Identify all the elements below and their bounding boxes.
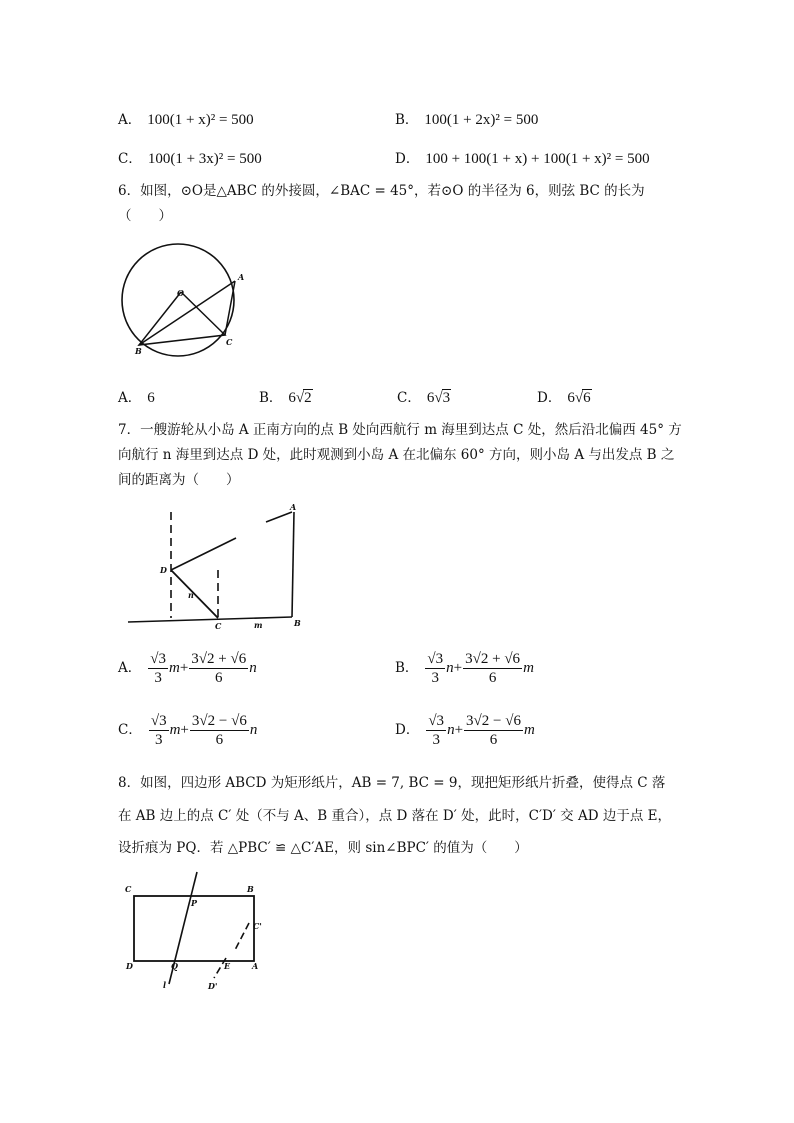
q5-option-a-text: 100(1 + x)² = 500 bbox=[147, 112, 254, 128]
q8-label-c-prime: C' bbox=[253, 921, 262, 931]
q7-option-d[interactable]: D． $\frac{√3}{3}$ n+ $\frac{3√2 - √6}{6}$ m bbox=[395, 713, 535, 748]
q6-label-b: B bbox=[135, 346, 142, 356]
q6-option-c[interactable]: C． 6√3 bbox=[397, 390, 451, 406]
q6-label-a: A bbox=[238, 272, 245, 282]
q7-option-b[interactable]: B． $\frac{√3}{3}$ n+ $\frac{3√2 + √6}{6}$ m bbox=[395, 651, 534, 686]
q5-option-b-text: 100(1 + 2x)² = 500 bbox=[424, 112, 539, 128]
q7-navigation-figure bbox=[126, 500, 311, 632]
q5-option-d[interactable]: D． 100 + 100(1 + x) + 100(1 + x)² = 500 bbox=[395, 151, 650, 167]
q7-label-d: D bbox=[160, 565, 167, 575]
q5-option-c-text: 100(1 + 3x)² = 500 bbox=[147, 151, 262, 167]
q8-stem-line-3: 设折痕为 PQ．若 △PBC′ ≌ △C′AE，则 sin∠BPC′ 的值为（ ） bbox=[118, 840, 528, 856]
q7-label-n: n bbox=[188, 590, 194, 600]
q7-stem-line-3: 间的距离为（ ） bbox=[118, 472, 240, 488]
q7-stem-line-1: 7．一艘游轮从小岛 A 正南方向的点 B 处向西航行 m 海里到达点 C 处，然后沿北偏西 45° 方 bbox=[118, 422, 682, 438]
q5-option-d-text: 100 + 100(1 + x) + 100(1 + x)² = 500 bbox=[425, 151, 650, 167]
q8-label-b: B bbox=[247, 884, 254, 894]
q6-stem-line-1: 6．如图，⊙O是△ABC 的外接圆，∠BAC = 45°，若⊙O 的半径为 6，则弦 BC 的长为 bbox=[118, 183, 645, 199]
q6-option-d[interactable]: D． 6√6 bbox=[537, 390, 591, 406]
q7-option-a[interactable]: A． $\frac{√3}{3}$ m+ $\frac{3√2 + √6}{6}$ n bbox=[118, 651, 257, 686]
q8-label-q: Q bbox=[171, 961, 178, 971]
q6-option-b[interactable]: B． 6√2 bbox=[259, 390, 312, 406]
q7-label-m: m bbox=[254, 620, 263, 630]
q7-label-b: B bbox=[294, 618, 301, 628]
q5-option-c[interactable]: C． 100(1 + 3x)² = 500 bbox=[118, 151, 262, 167]
q7-label-a: A bbox=[290, 502, 297, 512]
q8-label-d-prime: D' bbox=[208, 981, 218, 991]
q8-label-e: E bbox=[224, 961, 231, 971]
q6-label-o: O bbox=[177, 288, 184, 298]
q8-label-p: P bbox=[191, 898, 198, 908]
q8-stem-line-2: 在 AB 边上的点 C′ 处（不与 A、B 重合），点 D 落在 D′ 处，此时，C′D′ 交 AD 边于点 E， bbox=[118, 808, 671, 824]
q7-option-c[interactable]: C． $\frac{√3}{3}$ m+ $\frac{3√2 - √6}{6}$ n bbox=[118, 713, 258, 748]
q8-rectangle-fold-figure bbox=[122, 868, 272, 993]
q6-label-c: C bbox=[226, 337, 233, 347]
q7-label-c: C bbox=[215, 621, 222, 631]
q6-stem-line-2: （ ） bbox=[118, 208, 172, 224]
q6-circle-figure bbox=[118, 237, 253, 362]
q8-label-d: D bbox=[126, 961, 133, 971]
q8-stem-line-1: 8．如图，四边形 ABCD 为矩形纸片，AB = 7, BC = 9，现把矩形纸片折叠，使得点 C 落 bbox=[118, 775, 666, 791]
q5-option-a[interactable]: A． 100(1 + x)² = 500 bbox=[118, 112, 254, 128]
q5-option-b[interactable]: B． 100(1 + 2x)² = 500 bbox=[395, 112, 539, 128]
q6-option-a-text: 6 bbox=[147, 390, 155, 406]
q8-label-a: A bbox=[252, 961, 259, 971]
q8-label-l: l bbox=[163, 980, 167, 990]
q6-option-a[interactable]: A． 6 bbox=[118, 390, 155, 406]
q7-stem-line-2: 向航行 n 海里到达点 D 处，此时观测到小岛 A 在北偏东 60° 方向，则小岛 A 与出发点 B 之 bbox=[118, 447, 675, 463]
q8-label-c: C bbox=[125, 884, 132, 894]
